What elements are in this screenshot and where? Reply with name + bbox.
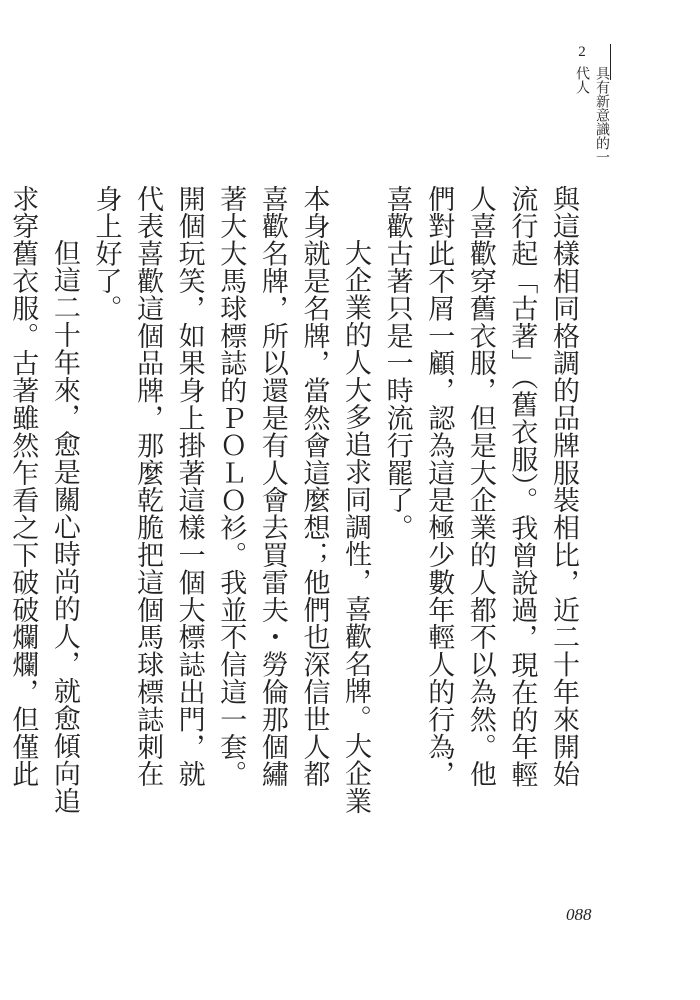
paragraph-1: 與這樣相同格調的品牌服裝相比，近二十年來開始流行起「古著」（舊衣服）。我曾說過，現在的年輕人喜歡穿舊衣服，但是大企業的人都不以為然。他們對此不屑一顧，認為這是極少數年輕人的行為，喜歡古著只是一時流行罷了。 [381, 185, 579, 789]
body-text [0, 185, 584, 815]
paragraph-3: 但這二十年來，愈是關心時尚的人，就愈傾向追求穿舊衣服。古著雖然乍看之下破破爛爛，但僅此 [7, 185, 80, 815]
page-number: 088 [566, 905, 592, 924]
paragraph-2: 大企業的人大多追求同調性，喜歡名牌。大企業本身就是名牌，當然會這麼想；他們也深信世人都喜歡名牌，所以還是有人會去買雷夫・勞倫那個繡著大大馬球標誌的ＰＯＬＯ衫。我並不信這一套。開個玩笑，如果身上掛著這樣一個大標誌出門，就代表喜歡這個品牌，那麼乾脆把這個馬球標誌刺在身上好了。 [90, 185, 372, 815]
chapter-number: 2 [578, 44, 586, 60]
chapter-title: 具有新意識的一代人 [574, 66, 610, 164]
running-header [560, 44, 636, 174]
header-rule [610, 44, 611, 80]
